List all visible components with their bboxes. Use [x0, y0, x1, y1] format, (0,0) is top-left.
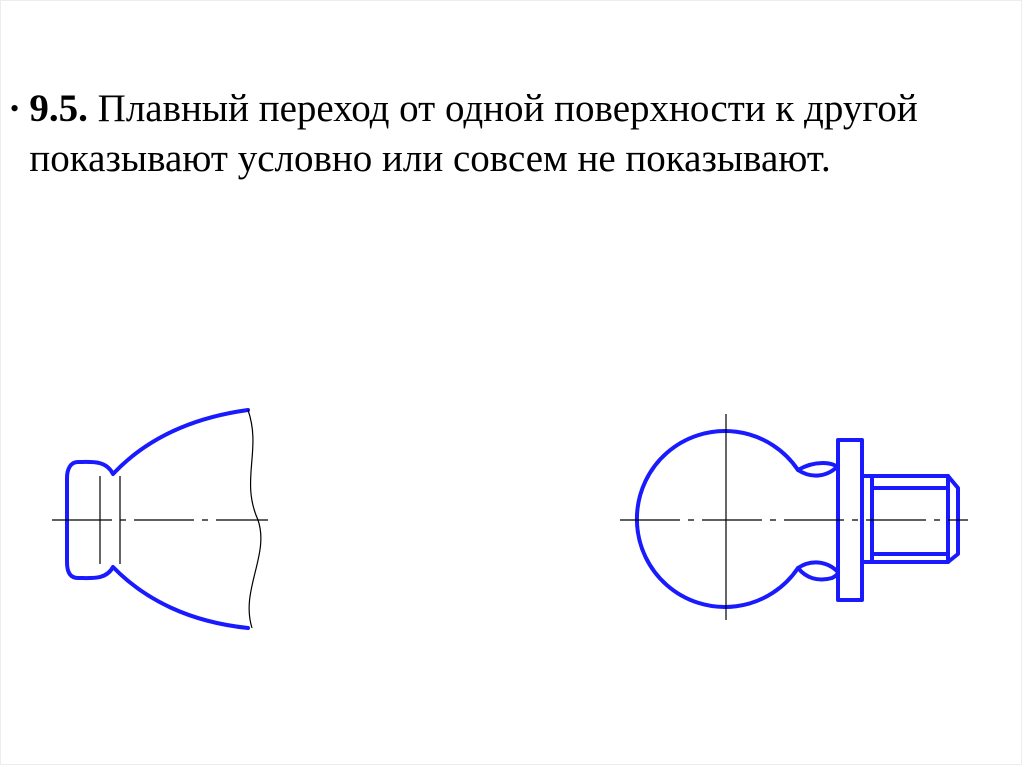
ball-contour: [637, 431, 838, 607]
left-break-line: [248, 410, 261, 628]
ball-neck-fillet: [798, 466, 838, 572]
right-part-drawing: [620, 414, 968, 620]
bullet-icon: •: [10, 94, 20, 123]
rule-text: Плавный переход от одной поверхности к другой показывают условно или совсем не показывают.: [29, 87, 918, 180]
rule-number: 9.5.: [29, 87, 88, 130]
left-part-drawing: [52, 410, 268, 628]
left-part-contour: [67, 410, 248, 628]
